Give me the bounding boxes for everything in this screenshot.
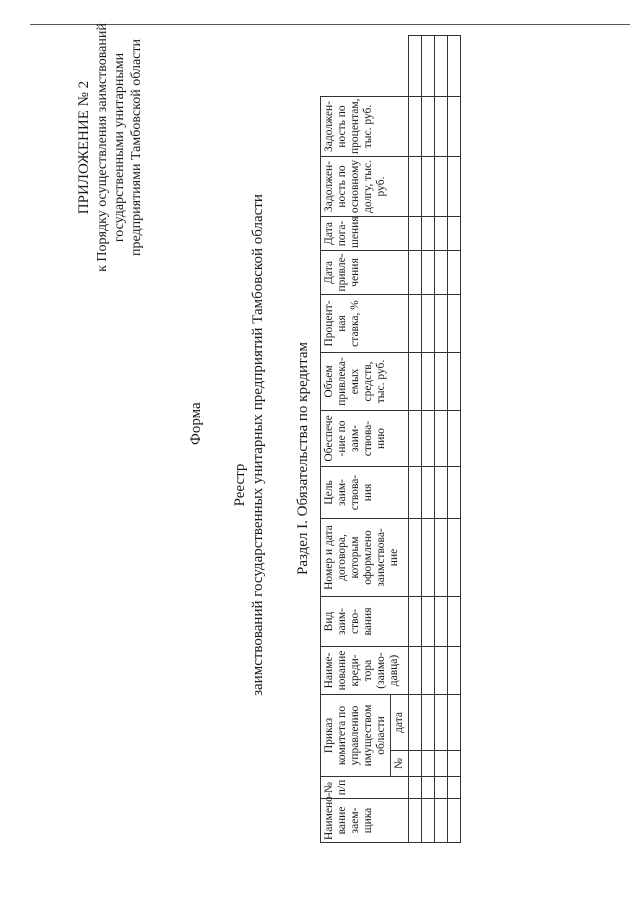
table-cell (435, 799, 448, 843)
col-date-repay: Дата пога-шения (321, 216, 409, 250)
table-cell (435, 294, 448, 352)
table-cell (409, 646, 422, 694)
form-label: Форма (188, 402, 204, 445)
table-cell (435, 646, 448, 694)
table-cell (448, 466, 461, 518)
table-cell (422, 751, 435, 777)
col-order-date: дата (391, 694, 409, 750)
table-cell (409, 777, 422, 799)
table-cell (448, 36, 461, 97)
register-subtitle: заимствований государственных унитарных предприятий Тамбовской области (250, 194, 266, 696)
table-cell (448, 96, 461, 156)
table-cell (422, 250, 435, 294)
table-cell (422, 596, 435, 646)
table-row (409, 36, 422, 843)
col-security: Обеспече -ние по заим-ствова-нию (321, 410, 409, 466)
table-cell (448, 518, 461, 596)
table-cell (422, 646, 435, 694)
table-cell (409, 799, 422, 843)
table-cell (409, 96, 422, 156)
table-cell (409, 294, 422, 352)
table-cell (435, 156, 448, 216)
appendix-line-1: к Порядку осуществления заимствований (95, 23, 110, 272)
table-cell (435, 596, 448, 646)
col-date-attr: Дата привле-чения (321, 250, 409, 294)
register-table (320, 35, 461, 843)
col-borrower: Наимено-вание заем-щика (321, 799, 409, 843)
table-cell (448, 799, 461, 843)
table-cell (448, 410, 461, 466)
table-row (422, 36, 435, 843)
table-cell (435, 410, 448, 466)
col-rate: Процент-ная ставка, % (321, 294, 409, 352)
appendix-title: ПРИЛОЖЕНИЕ № 2 (76, 80, 92, 215)
table-cell (448, 294, 461, 352)
col-order-no: № (391, 751, 409, 777)
col-type: Вид заим-ство-вания (321, 596, 409, 646)
table-cell (435, 352, 448, 410)
table-cell (435, 466, 448, 518)
table-cell (448, 352, 461, 410)
col-order: Приказ комитета по управлению имуществом области (321, 694, 391, 776)
table-row (448, 36, 461, 843)
appendix-line-3: предприятиями Тамбовской области (129, 39, 144, 256)
table-cell (422, 294, 435, 352)
table-cell (409, 751, 422, 777)
table-cell (422, 466, 435, 518)
col-debt-main: Задолжен-ность по основному долгу, тыс. руб. (321, 156, 409, 216)
table-cell (409, 250, 422, 294)
table-cell (448, 596, 461, 646)
table-cell (448, 250, 461, 294)
table-cell (435, 694, 448, 750)
table-cell (409, 156, 422, 216)
header-row (321, 36, 391, 843)
appendix-block (76, 0, 145, 295)
table-cell (422, 156, 435, 216)
col-volume: Объем привлека-емых средств, тыс. руб. (321, 352, 409, 410)
table-cell (422, 410, 435, 466)
table-cell (435, 216, 448, 250)
table-cell (409, 410, 422, 466)
table-cell (422, 36, 435, 97)
table-cell (422, 777, 435, 799)
table-cell (409, 518, 422, 596)
table-cell (409, 596, 422, 646)
col-num: № п/п (321, 777, 409, 799)
col-purpose: Цель заим-ствова-ния (321, 466, 409, 518)
table-cell (409, 216, 422, 250)
table-cell (409, 694, 422, 750)
table-cell (448, 216, 461, 250)
table-cell (435, 751, 448, 777)
table-body (409, 36, 461, 843)
table-cell (422, 96, 435, 156)
table-cell (435, 36, 448, 97)
appendix-line-2: государственными унитарными (112, 52, 127, 243)
table-cell (422, 216, 435, 250)
table-cell (422, 799, 435, 843)
table-cell (448, 751, 461, 777)
col-creditor: Наиме-нование креди-тора (заимо-давца) (321, 646, 409, 694)
col-debt-interest: Задолжен-ность по процентам, тыс. руб. (321, 96, 409, 156)
table-cell (435, 777, 448, 799)
table-row (435, 36, 448, 843)
table-cell (448, 646, 461, 694)
table-cell (422, 352, 435, 410)
table-cell (422, 518, 435, 596)
table-cell (422, 694, 435, 750)
table-cell (409, 466, 422, 518)
table-cell (448, 694, 461, 750)
table-cell (409, 352, 422, 410)
table-cell (448, 777, 461, 799)
table-cell (435, 250, 448, 294)
table-cell (448, 156, 461, 216)
register-title: Реестр (232, 463, 248, 507)
section-title: Раздел I. Обязательства по кредитам (295, 342, 311, 575)
table-cell (435, 518, 448, 596)
table-cell (435, 96, 448, 156)
table-cell (409, 36, 422, 97)
col-contract: Номер и дата договора, которым оформлено заимствова-ние (321, 518, 409, 596)
